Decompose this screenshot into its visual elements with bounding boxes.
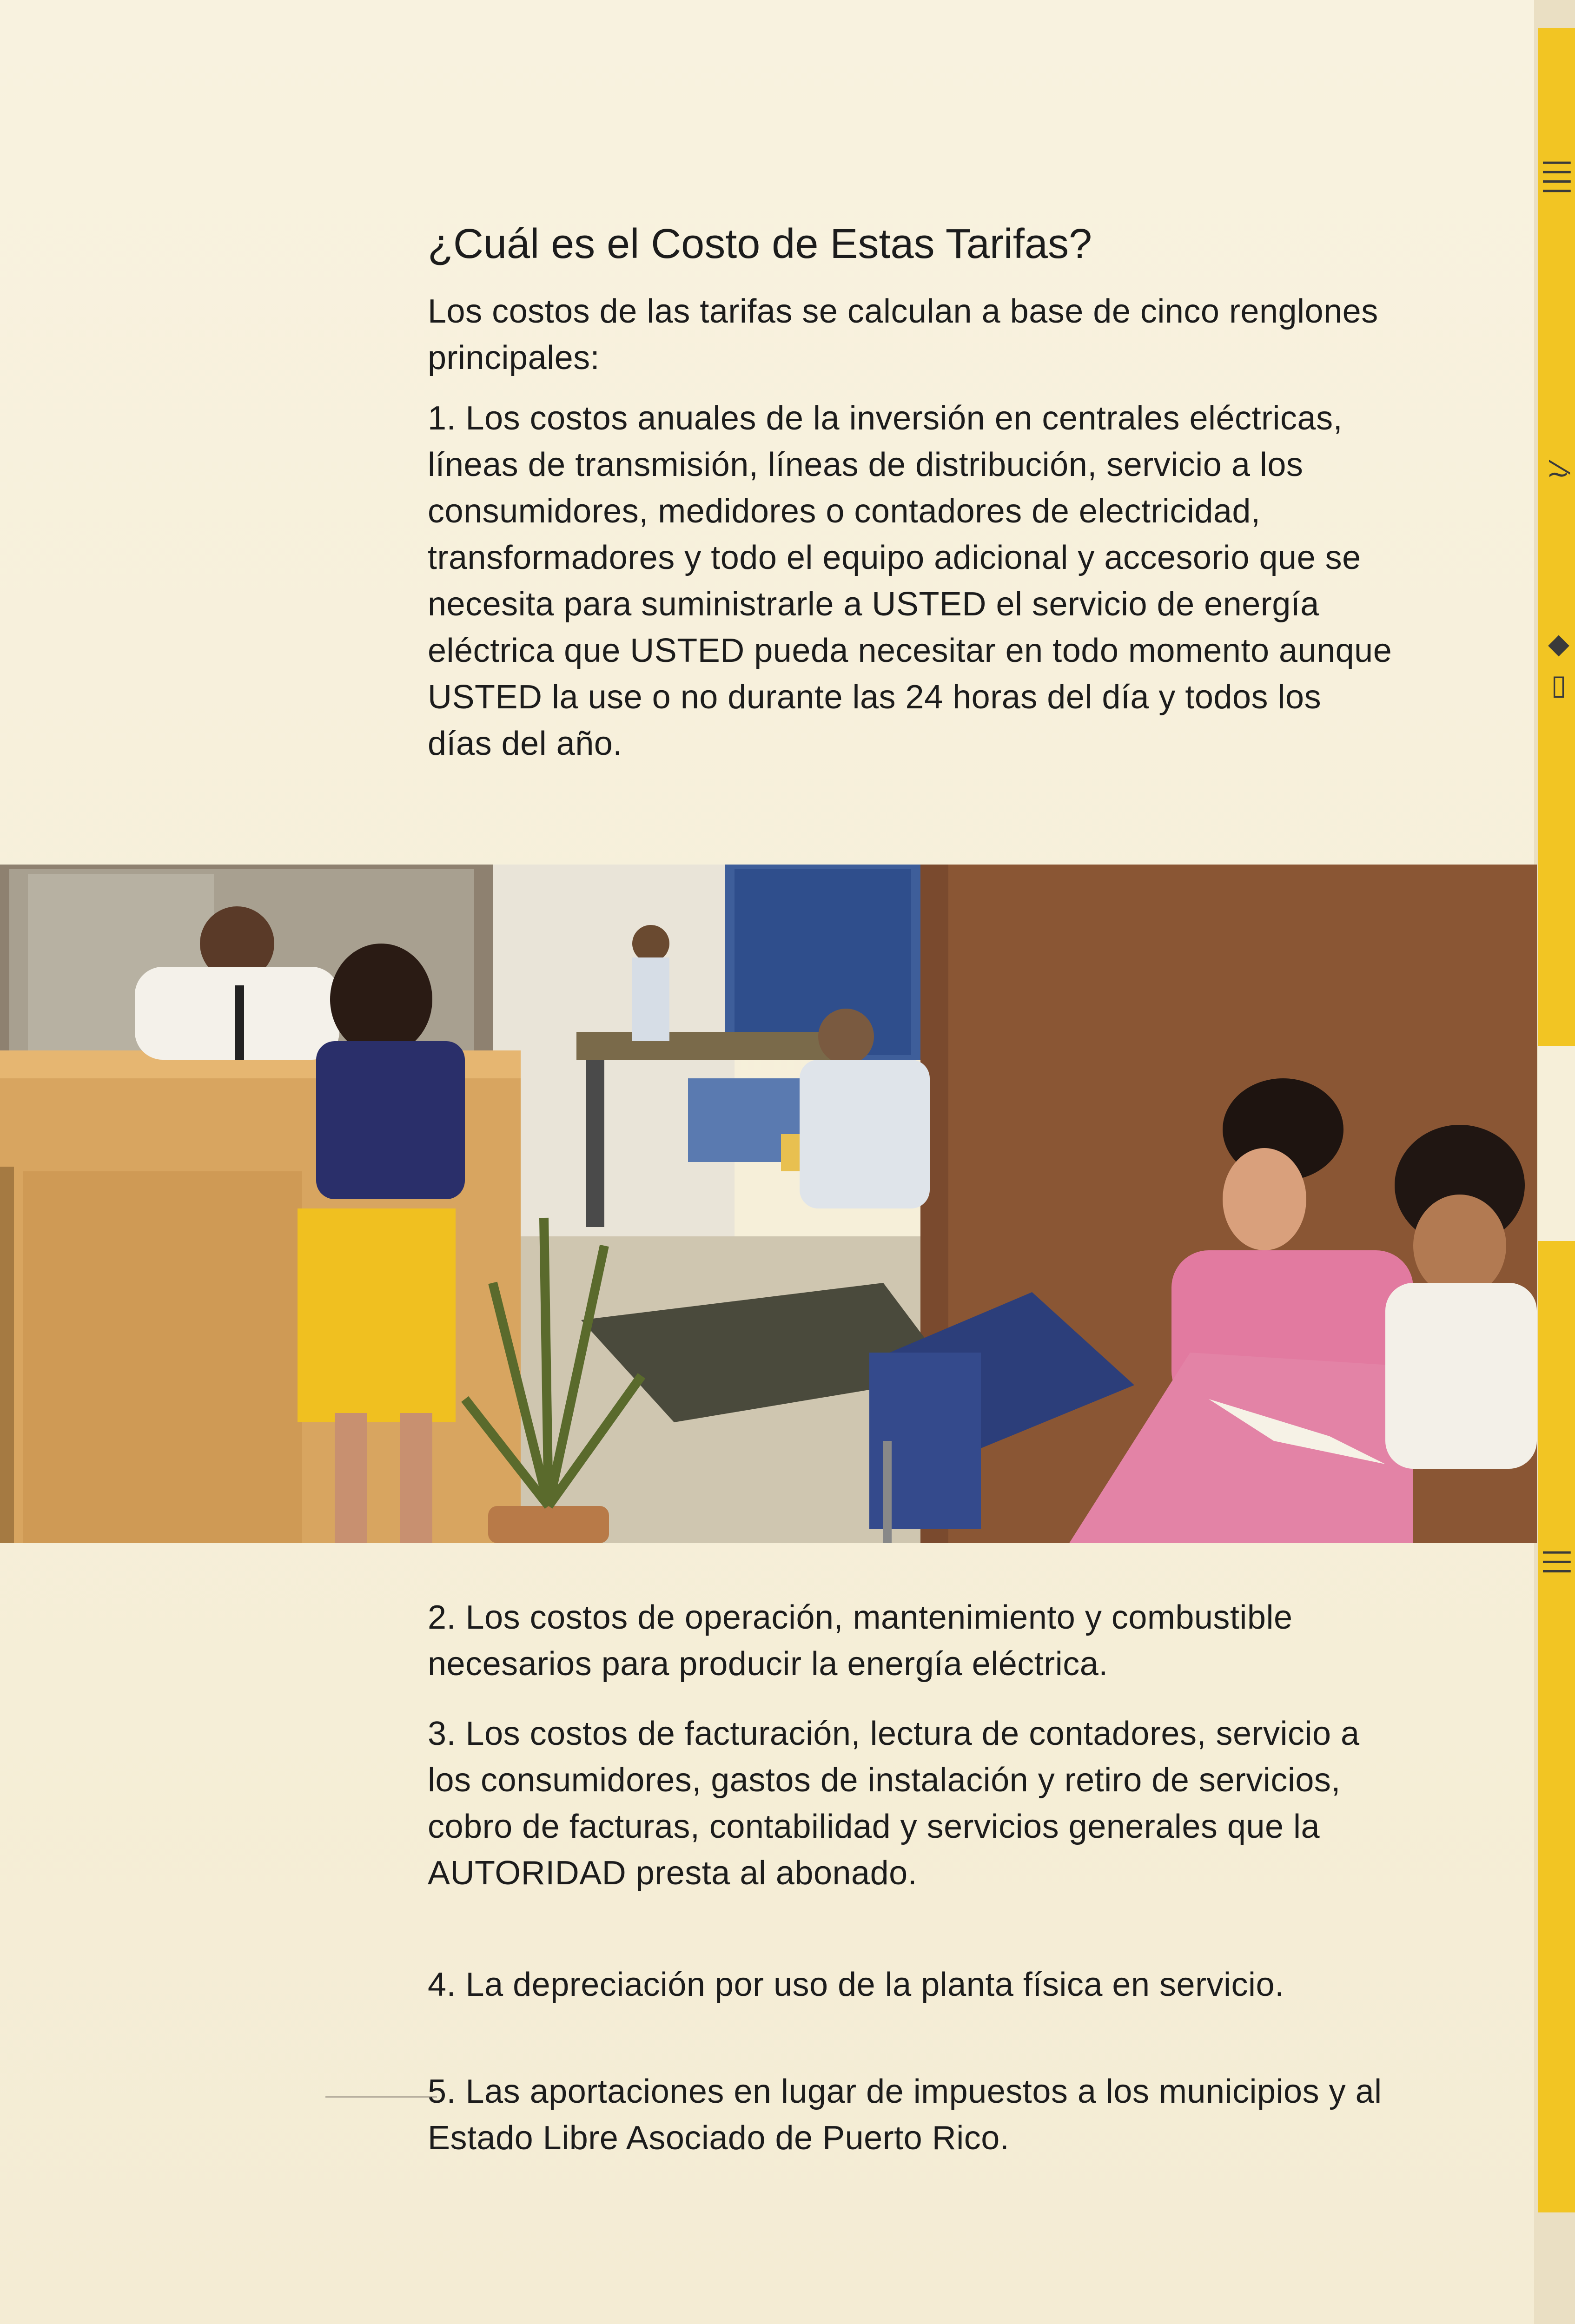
item-1-text: 1. Los costos anuales de la inversión en centrales eléctricas, líneas de transmisión, líneas de distribución, servicio a los consumidores, medidores o contadores de electricidad, transformadores y todo el equipo adicional y accesorio que se necesita para suministrarle a USTED el servicio de energía eléctrica que USTED pueda necesitar en todo momento aunque USTED la use o no durante las 24 horas del día y todos los días del año. [428, 400, 1392, 762]
tab-marks-icon: ||| [1542, 1548, 1575, 1576]
list-item [428, 1594, 1395, 1687]
tab-gap [1538, 1046, 1575, 1241]
intro-paragraph [428, 288, 1395, 381]
tab-marks-icon: ⁄≀ [1542, 465, 1575, 480]
item-4-text: 4. La depreciación por uso de la planta física en servicio. [428, 1966, 1284, 2003]
list-item [428, 1961, 1395, 2008]
page-title: ¿Cuál es el Costo de Estas Tarifas? [428, 221, 1092, 268]
item-3-text: 3. Los costos de facturación, lectura de contadores, servicio a los consumidores, gastos de instalación y retiro de servicios, cobro de facturas, contabilidad y servicios generales que la AUTORIDAD presta al abonado. [428, 1715, 1360, 1892]
list-item [428, 1710, 1395, 1896]
intro-text: Los costos de las tarifas se calculan a base de cinco renglones principales: [428, 293, 1378, 376]
tab-marks-icon: ◆ ▯ [1542, 627, 1575, 702]
list-item [428, 2068, 1395, 2161]
list-item [428, 395, 1395, 767]
tab-marks-icon: |||| [1542, 158, 1575, 196]
yellow-tab-strip [1538, 28, 1575, 2212]
item-2-text: 2. Los costos de operación, mantenimiento y combustible necesarios para producir la energía eléctrica. [428, 1599, 1293, 1683]
item-5-text: 5. Las aportaciones en lugar de impuestos a los municipios y al Estado Libre Asociado de Puerto Rico. [428, 2073, 1382, 2157]
office-scene-photo [0, 865, 1537, 1543]
divider-line [325, 2096, 437, 2098]
